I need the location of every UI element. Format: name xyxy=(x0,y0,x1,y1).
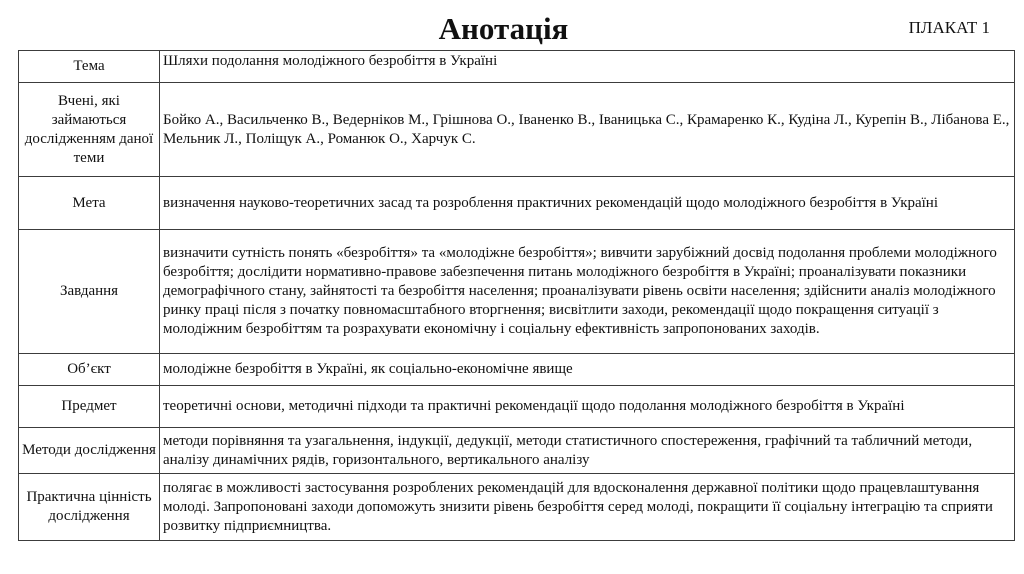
row-value-goal: визначення науково-теоретичних засад та розроблення практичних рекомендацій щодо молодіжного безробіття в Україні xyxy=(160,177,1015,230)
row-value-tasks: визначити сутність понять «безробіття» та «молодіжне безробіття»; вивчити зарубіжний досвід подолання проблеми молодіжного безробіття; дослідити нормативно-правове забезпечення питань молодіжного безробіття в Україні; проаналізувати показники демографічного стану, зайнятості та безробіття населення; проаналізувати рівень освіти населення; здійснити аналіз молодіжного ринку праці після з початку повномасштабного вторгнення; висвітлити заходи, рекомендації щодо покращення ситуації з молодіжним безробіттям та розрахувати економічну і соціальну ефективність запропонованих заходів. xyxy=(160,230,1015,354)
table-row-tasks xyxy=(19,230,1015,354)
row-value-object: молодіжне безробіття в Україні, як соціально-економічне явище xyxy=(160,354,1015,386)
row-label-tasks: Завдання xyxy=(19,230,160,354)
table-row-methods xyxy=(19,428,1015,474)
row-value-methods: методи порівняння та узагальнення, індукції, дедукції, методи статистичного спостереження, графічний та табличний методи, аналізу динамічних рядів, горизонтального, вертикального аналізу xyxy=(160,428,1015,474)
row-label-methods: Методи дослідження xyxy=(19,428,160,474)
table-row-practical-value xyxy=(19,474,1015,541)
row-value-practical-value: полягає в можливості застосування розроблених рекомендацій для вдосконалення державної політики щодо працевлаштування молоді. Запропоновані заходи допоможуть знизити рівень безробіття серед молоді, покращити її соціальну інтеграцію та сприяти розвитку підприємництва. xyxy=(160,474,1015,541)
table-row-scientists xyxy=(19,83,1015,177)
table-row-topic xyxy=(19,51,1015,83)
row-label-topic: Тема xyxy=(19,51,160,83)
row-label-goal: Мета xyxy=(19,177,160,230)
row-label-scientists: Вчені, які займаються дослідженням даної теми xyxy=(19,83,160,177)
row-label-practical-value: Практична цінність дослідження xyxy=(19,474,160,541)
table-row-subject xyxy=(19,386,1015,428)
row-label-subject: Предмет xyxy=(19,386,160,428)
table-row-goal xyxy=(19,177,1015,230)
row-value-subject: теоретичні основи, методичні підходи та практичні рекомендації щодо подолання молодіжного безробіття в Україні xyxy=(160,386,1015,428)
page-title: Анотація xyxy=(438,11,569,46)
table-row-object xyxy=(19,354,1015,386)
row-value-topic: Шляхи подолання молодіжного безробіття в Україні xyxy=(160,51,1015,83)
poster-label: ПЛАКАТ 1 xyxy=(908,18,990,37)
annotation-table xyxy=(18,50,1015,541)
row-value-scientists: Бойко А., Васильченко В., Ведерніков М., Грішнова О., Іваненко В., Іваницька С., Крамаренко К., Кудіна Л., Курепін В., Лібанова Е., Мельник Л., Поліщук А., Романюк О., Харчук С. xyxy=(160,83,1015,177)
row-label-object: Об’єкт xyxy=(19,354,160,386)
